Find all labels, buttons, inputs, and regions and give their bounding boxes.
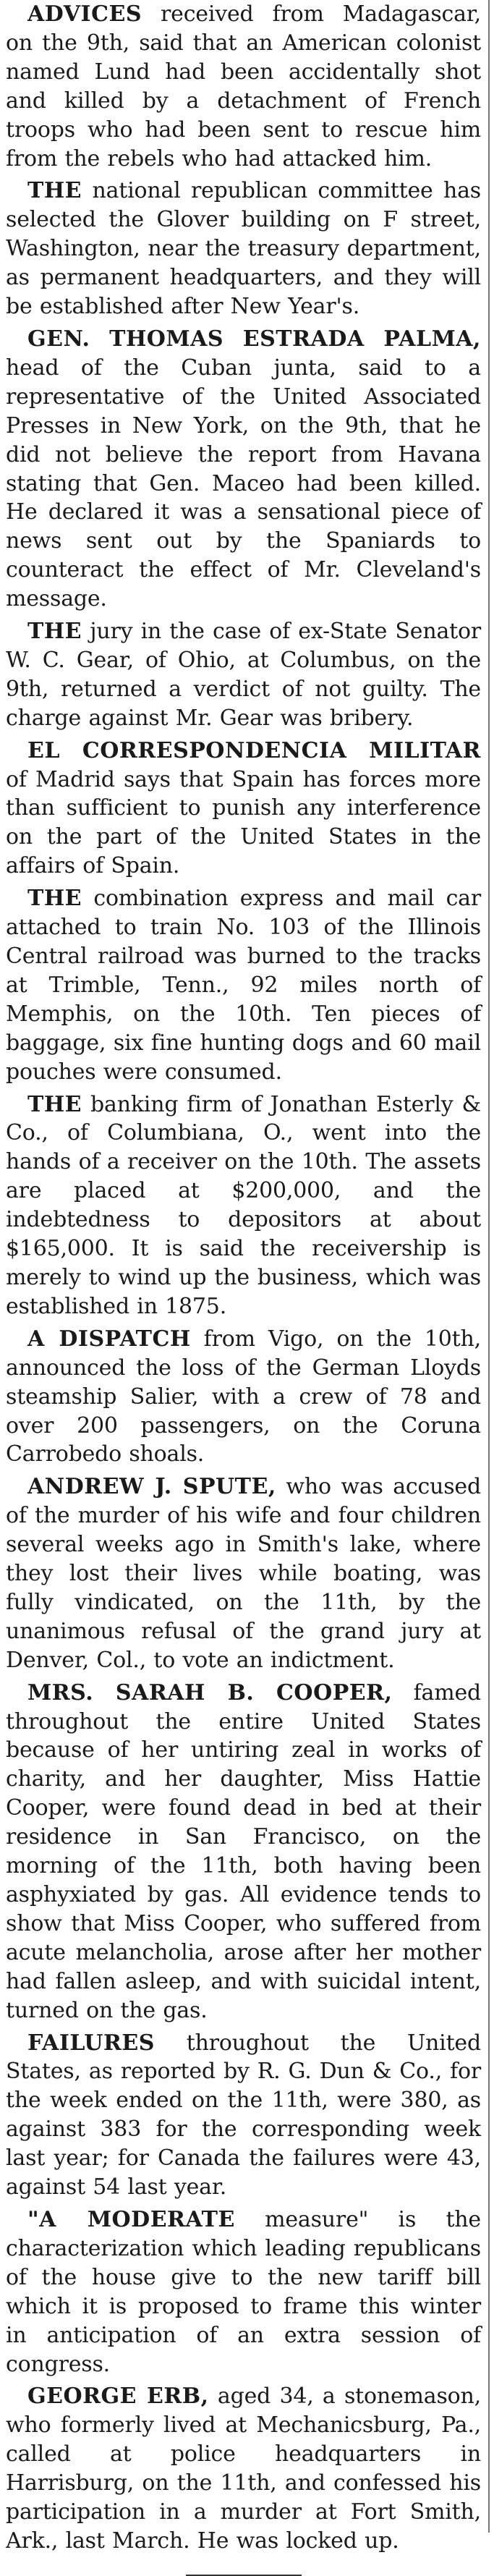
item-text: banking firm of Jonathan Esterly & Co., of Columbiana, O., went into the hands of a receiver on the 10th. The assets are placed at $200,000, and the indebtedness to depositors at about $165,000. It is said the receivership is merely to wind up the business, which was established in 1875. — [6, 1091, 481, 1319]
news-item-gear-verdict — [6, 617, 481, 733]
news-item-cooper-deaths — [6, 1679, 481, 2025]
item-lead: THE — [27, 178, 82, 204]
news-item-failures — [6, 2029, 481, 2202]
item-text: national republican committee has selected the Glover building on F street, Washington, near the treasury department, as permanent headquarters, and they will be established after New Year's. — [6, 178, 481, 320]
item-lead: THE — [27, 1091, 82, 1117]
item-lead: GEORGE ERB, — [27, 2384, 209, 2410]
item-lead: GEN. THOMAS ESTRADA PALMA, — [27, 326, 481, 352]
item-text: received from Madagascar, on the 9th, said that an American colonist named Lund had been accidentally shot and killed by a detachment of French troops who had been sent to rescue him from the rebels who had attacked him. — [6, 1, 481, 171]
item-text: from Vigo, on the 10th, announced the loss of the German Lloyds steamship Salier, with a crew of 78 and over 200 passengers, on the Coruna Carrobedo shoals. — [6, 1326, 481, 1467]
item-lead: ADVICES — [27, 1, 142, 27]
item-lead: THE — [27, 619, 82, 645]
item-lead: EL CORRESPONDENCIA MILITAR — [27, 737, 481, 763]
item-text: combination express and mail car attached to train No. 103 of the Illinois Central railroad was burned to the tracks at Trimble, Tenn., 92 miles north of Memphis, on the 10th. Ten pieces of baggage, six fine hunting dogs and 60 mail pouches were consumed. — [6, 886, 481, 1085]
item-lead: A DISPATCH — [27, 1326, 191, 1352]
item-lead: "A MODERATE — [27, 2206, 235, 2232]
item-lead: FAILURES — [27, 2030, 155, 2056]
news-item-madagascar — [6, 0, 481, 173]
news-item-madrid-military — [6, 737, 481, 881]
item-text: aged 34, a stonemason, who formerly lived at Mechanicsburg, Pa., called at police headquarters in Harrisburg, on the 11th, and confessed his participation in a murder at Fort Smith, Ark., last March. He was locked up. — [6, 2384, 481, 2554]
item-lead: ANDREW J. SPUTE, — [27, 1474, 276, 1500]
news-item-mail-car-fire — [6, 884, 481, 1086]
column-edge-rule — [488, 0, 490, 2533]
news-item-erb-confession — [6, 2382, 481, 2555]
news-item-bank-receiver — [6, 1090, 481, 1321]
news-item-spute-vindicated — [6, 1473, 481, 1674]
item-text: famed throughout the entire United States because of her untiring zeal in works of charity, and her daughter, Miss Hattie Cooper, were found dead in bed at their residence in San Francisco, on the morning of the 11th, both having been asphyxiated by gas. All evidence tends to show that Miss Cooper, who suffered from acute melancholia, arose after her mother had fallen asleep, and with suicidal intent, turned on the gas. — [6, 1679, 481, 2023]
news-item-republican-headquarters — [6, 177, 481, 321]
item-text: measure" is the characterization which leading republicans of the house give to the new tariff bill which it is proposed to frame this winter in anticipation of an extra session of congress. — [6, 2206, 481, 2377]
item-lead: THE — [27, 886, 82, 912]
item-text: head of the Cuban junta, said to a representative of the United Associated Presses in New York, on the 9th, that he did not believe the report from Havana stating that Gen. Maceo had been killed. He declared it was a sensational piece of news sent out by the Spaniards to counteract the effect of Mr. Cleveland's message. — [6, 355, 481, 612]
item-text: throughout the United States, as reported by R. G. Dun & Co., for the week ended on the 11th, were 380, as against 383 for the corresponding week last year; for Canada the failures were 43, against 54 last year. — [6, 2030, 481, 2200]
item-lead: MRS. SARAH B. COOPER, — [27, 1679, 393, 1706]
item-text: who was accused of the murder of his wife and four children several weeks ago in Smith's lake, where they lost their lives while boating, was fully vindicated, on the 11th, by the unanimous refusal of the grand jury at Denver, Col., to vote an indictment. — [6, 1474, 481, 1673]
news-item-salier-wreck — [6, 1325, 481, 1470]
news-item-estrada-palma — [6, 325, 481, 614]
news-item-tariff-bill — [6, 2206, 481, 2378]
news-column — [6, 0, 481, 2554]
item-text: of Madrid says that Spain has forces more than sufficient to punish any interference on the part of the United States in the affairs of Spain. — [6, 766, 481, 879]
item-text: jury in the case of ex-State Senator W. C. Gear, of Ohio, at Columbus, on the 9th, returned a verdict of not guilty. The charge against Mr. Gear was bribery. — [6, 619, 481, 731]
